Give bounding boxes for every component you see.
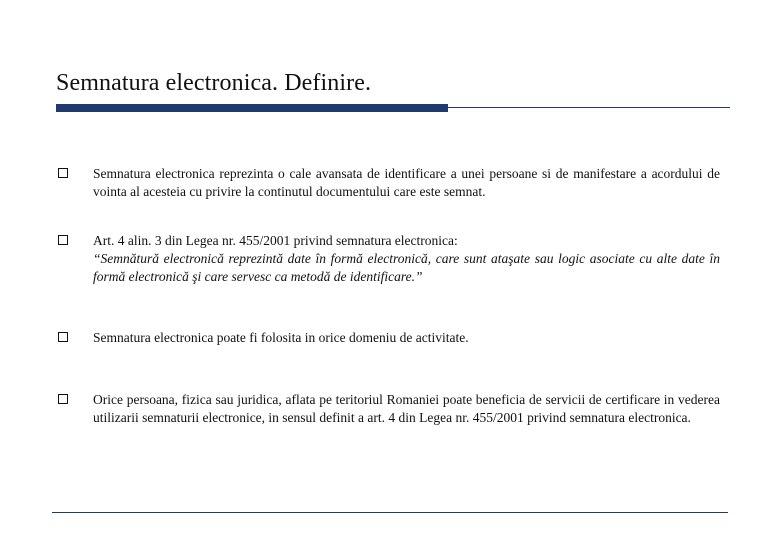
bullet-text: Semnatura electronica reprezinta o cale avansata de identificare a unei persoane si de manifestare a acordului de vointa al acesteia cu privire la continutul documentului care este semnat.: [93, 166, 720, 199]
bullet-item-definition: [56, 165, 730, 201]
bullet-text: Art. 4 alin. 3 din Legea nr. 455/2001 privind semnatura electronica:: [93, 233, 458, 248]
square-bullet-icon: [58, 168, 68, 178]
square-bullet-icon: [58, 332, 68, 342]
bullet-text-block: [93, 232, 720, 286]
bullet-text: Orice persoana, fizica sau juridica, aflata pe teritoriul Romaniei poate beneficia de servicii de certificare in vederea utilizarii semnaturii electronice, in sensul definit a art. 4 din Legea nr. 455/2001 privind semnatura electronica.: [93, 392, 720, 425]
bullet-text: Semnatura electronica poate fi folosita in orice domeniu de activitate.: [93, 330, 469, 345]
title-accent-bar: [56, 104, 448, 112]
bullet-item-eligibility: [56, 391, 730, 427]
square-bullet-icon: [58, 235, 68, 245]
footer-divider: [52, 512, 728, 513]
bullet-item-legal-article: [56, 232, 730, 286]
bullet-item-usage: [56, 329, 730, 347]
slide-title: Semnatura electronica. Definire.: [56, 70, 372, 96]
square-bullet-icon: [58, 394, 68, 404]
legal-quote: “Semnătură electronică reprezintă date în formă electronică, care sunt ataşate sau logic asociate cu alte date în formă electronică şi care servesc ca metodă de identificare.”: [93, 251, 720, 284]
